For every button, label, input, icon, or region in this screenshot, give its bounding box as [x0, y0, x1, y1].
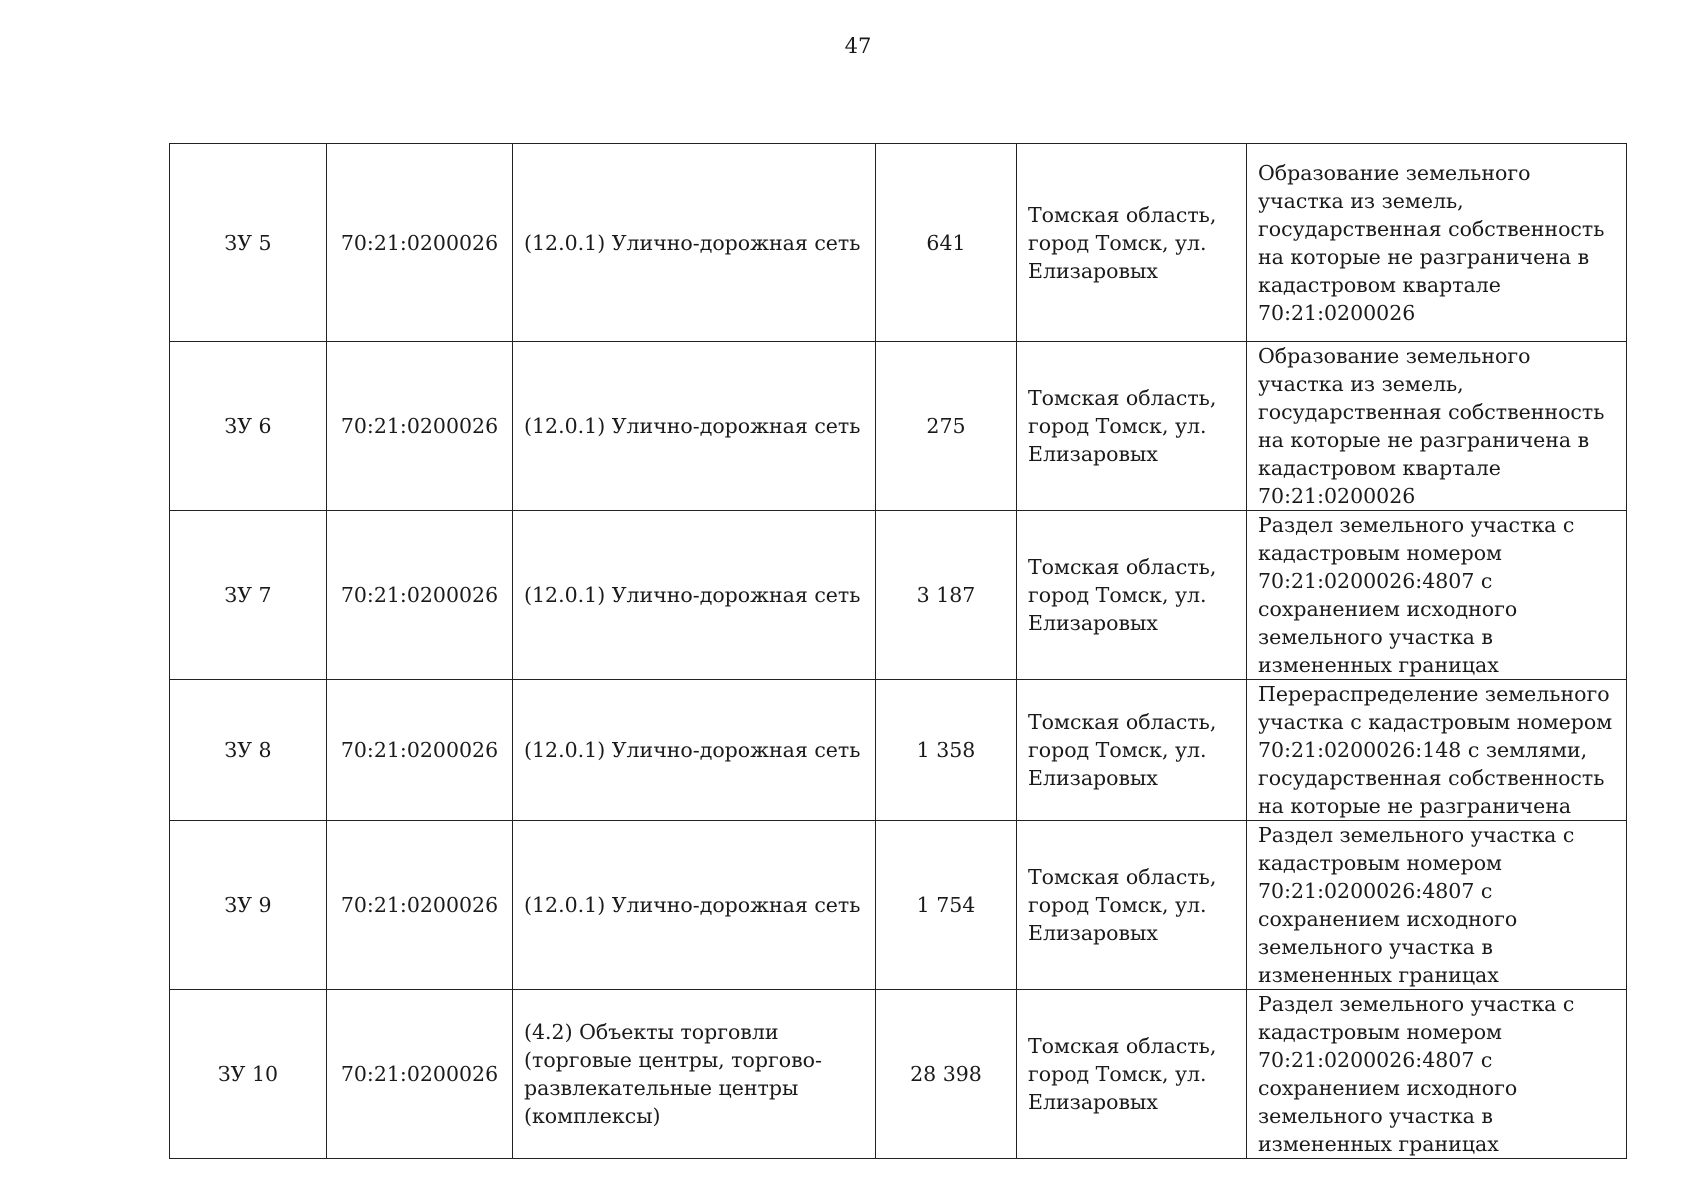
- formation-method-cell: Образование земельного участка из земель, государственная собственность на которые не разграничена в кадастровом квартале 70:21:0200026: [1247, 144, 1627, 342]
- address-cell: Томская область, город Томск, ул. Елизаровых: [1017, 821, 1247, 990]
- cadastral-quarter-cell: 70:21:0200026: [327, 342, 513, 511]
- address-cell: Томская область, город Томск, ул. Елизаровых: [1017, 342, 1247, 511]
- plot-id-cell: ЗУ 7: [170, 511, 327, 680]
- plot-id-cell: ЗУ 6: [170, 342, 327, 511]
- plot-id-cell: ЗУ 9: [170, 821, 327, 990]
- land-plots-table: [169, 143, 1627, 1159]
- address-cell: Томская область, город Томск, ул. Елизаровых: [1017, 144, 1247, 342]
- address-cell: Томская область, город Томск, ул. Елизаровых: [1017, 990, 1247, 1159]
- cadastral-quarter-cell: 70:21:0200026: [327, 511, 513, 680]
- cadastral-quarter-cell: 70:21:0200026: [327, 680, 513, 821]
- table-row: [170, 342, 1627, 511]
- table-row: [170, 144, 1627, 342]
- formation-method-cell: Образование земельного участка из земель, государственная собственность на которые не разграничена в кадастровом квартале 70:21:0200026: [1247, 342, 1627, 511]
- plot-id-cell: ЗУ 8: [170, 680, 327, 821]
- cadastral-quarter-cell: 70:21:0200026: [327, 821, 513, 990]
- page-number: 47: [844, 34, 872, 58]
- permitted-use-cell: (12.0.1) Улично-дорожная сеть: [513, 144, 876, 342]
- area-cell: 1 754: [876, 821, 1017, 990]
- area-cell: 28 398: [876, 990, 1017, 1159]
- table-row: [170, 680, 1627, 821]
- table-row: [170, 821, 1627, 990]
- formation-method-cell: Раздел земельного участка с кадастровым номером 70:21:0200026:4807 с сохранением исходного земельного участка в измененных границах: [1247, 511, 1627, 680]
- permitted-use-cell: (12.0.1) Улично-дорожная сеть: [513, 511, 876, 680]
- table-row: [170, 511, 1627, 680]
- area-cell: 275: [876, 342, 1017, 511]
- cadastral-quarter-cell: 70:21:0200026: [327, 990, 513, 1159]
- formation-method-cell: Раздел земельного участка с кадастровым номером 70:21:0200026:4807 с сохранением исходного земельного участка в измененных границах: [1247, 821, 1627, 990]
- formation-method-cell: Раздел земельного участка с кадастровым номером 70:21:0200026:4807 с сохранением исходного земельного участка в измененных границах: [1247, 990, 1627, 1159]
- permitted-use-cell: (4.2) Объекты торговли (торговые центры, торгово-развлекательные центры (комплексы): [513, 990, 876, 1159]
- permitted-use-cell: (12.0.1) Улично-дорожная сеть: [513, 821, 876, 990]
- area-cell: 641: [876, 144, 1017, 342]
- permitted-use-cell: (12.0.1) Улично-дорожная сеть: [513, 342, 876, 511]
- table-row: [170, 990, 1627, 1159]
- area-cell: 1 358: [876, 680, 1017, 821]
- formation-method-cell: Перераспределение земельного участка с кадастровым номером 70:21:0200026:148 с землями, государственная собственность на которые не разграничена: [1247, 680, 1627, 821]
- plot-id-cell: ЗУ 5: [170, 144, 327, 342]
- area-cell: 3 187: [876, 511, 1017, 680]
- plot-id-cell: ЗУ 10: [170, 990, 327, 1159]
- address-cell: Томская область, город Томск, ул. Елизаровых: [1017, 511, 1247, 680]
- address-cell: Томская область, город Томск, ул. Елизаровых: [1017, 680, 1247, 821]
- permitted-use-cell: (12.0.1) Улично-дорожная сеть: [513, 680, 876, 821]
- cadastral-quarter-cell: 70:21:0200026: [327, 144, 513, 342]
